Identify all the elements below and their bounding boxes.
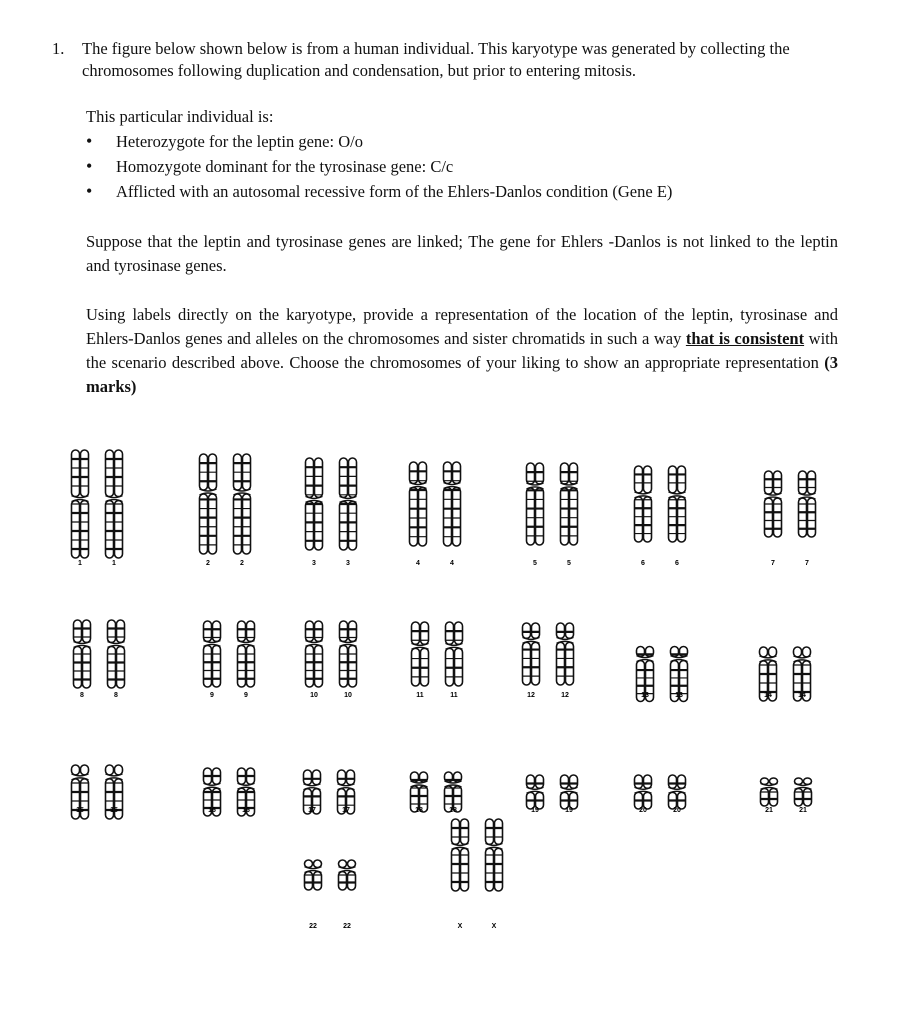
chromosome <box>637 647 654 702</box>
chromosome <box>635 466 652 567</box>
chromosome <box>306 458 323 567</box>
chromosome-label: 16 <box>208 807 216 814</box>
chromosome <box>527 463 544 567</box>
chromosome-pair-7 <box>765 471 816 567</box>
task-part2: with the scenario described above. Choose the chromosomes of your liking to show an appropriate representation <box>86 329 838 372</box>
chromosome-pair-6 <box>635 466 686 567</box>
chromosome <box>338 770 355 814</box>
chromosome-label: 2 <box>206 560 210 567</box>
chromosome-pair-10 <box>306 621 357 699</box>
chromosome-pair-x <box>452 819 503 930</box>
chromosome <box>106 450 123 567</box>
chromosome-label: 1 <box>78 560 82 567</box>
chromosome-label: 14 <box>764 692 772 699</box>
trait-leptin: • Heterozygote for the leptin gene: O/o <box>56 129 838 154</box>
chromosome-label: 17 <box>342 807 350 814</box>
chromosome <box>671 647 688 702</box>
chromosome <box>561 775 578 814</box>
trait-tyrosinase: • Homozygote dominant for the tyrosinase gene: C/c <box>56 154 838 179</box>
chromosome-label: 16 <box>242 807 250 814</box>
chromosome-label: 21 <box>799 807 807 814</box>
chromosome <box>557 623 574 699</box>
chromosome <box>306 621 323 699</box>
chromosome-pair-1 <box>72 450 123 567</box>
chromosome-label: 22 <box>309 923 317 930</box>
trait-ehlers-danlos: • Afflicted with an autosomal recessive form of the Ehlers-Danlos condition (Gene E) <box>56 179 838 204</box>
chromosome <box>234 454 251 567</box>
chromosome <box>72 765 89 819</box>
chromosome-label: 5 <box>533 560 537 567</box>
chromosome <box>339 860 356 930</box>
chromosome-pair-18 <box>411 772 462 814</box>
chromosome-label: 6 <box>675 560 679 567</box>
chromosome <box>527 775 544 814</box>
traits-lead: This particular individual is: <box>86 107 274 126</box>
chromosome <box>794 647 811 701</box>
chromosome <box>445 772 462 814</box>
chromosome-pair-21 <box>761 778 812 814</box>
chromosome <box>74 620 91 699</box>
chromosome-pair-5 <box>527 463 578 567</box>
chromosome-pair-4 <box>410 462 461 567</box>
chromosome <box>446 622 463 699</box>
question-number: 1. <box>52 39 65 58</box>
chromosome-label: 4 <box>416 560 420 567</box>
chromosome-pair-14 <box>760 647 811 701</box>
chromosome-label: 5 <box>567 560 571 567</box>
chromosome-label: 13 <box>641 692 649 699</box>
chromosome-pair-8 <box>74 620 125 699</box>
chromosome <box>760 647 777 701</box>
chromosome <box>799 471 816 567</box>
trait-list <box>56 129 838 204</box>
chromosome-label: 3 <box>346 560 350 567</box>
chromosome-pair-15 <box>72 765 123 819</box>
chromosome-label: 20 <box>673 807 681 814</box>
chromosome <box>523 623 540 699</box>
chromosome-label: 6 <box>641 560 645 567</box>
task-statement <box>86 303 838 399</box>
chromosome <box>238 621 255 699</box>
chromosome <box>72 450 89 567</box>
chromosome-label: 4 <box>450 560 454 567</box>
chromosome-label: 22 <box>343 923 351 930</box>
chromosome-label: X <box>457 923 463 930</box>
chromosome <box>106 765 123 819</box>
chromosome-label: 10 <box>344 692 352 699</box>
chromosome <box>410 462 427 567</box>
karyotype-figure <box>0 440 921 960</box>
chromosome-label: 15 <box>76 807 84 814</box>
chromosome-label: 1 <box>112 560 116 567</box>
task-marks: (3 marks) <box>86 353 838 396</box>
chromosome-label: 11 <box>416 692 424 699</box>
chromosome <box>765 471 782 567</box>
chromosome-label: 2 <box>240 560 244 567</box>
chromosome <box>761 778 778 814</box>
chromosome-label: 17 <box>308 807 316 814</box>
chromosome-label: 7 <box>771 560 775 567</box>
chromosome <box>238 768 255 816</box>
chromosome <box>340 458 357 567</box>
chromosome-pair-2 <box>200 454 251 567</box>
chromosome-label: 20 <box>639 807 647 814</box>
chromosome-label: 21 <box>765 807 773 814</box>
task-emphasis: that is consistent <box>685 329 805 348</box>
chromosome <box>412 622 429 699</box>
chromosome-label: 10 <box>310 692 318 699</box>
chromosome <box>452 819 469 930</box>
chromosome-label: 3 <box>312 560 316 567</box>
chromosome <box>795 778 812 814</box>
chromosome-pair-12 <box>523 623 574 699</box>
chromosome <box>486 819 503 930</box>
chromosome-pair-9 <box>204 621 255 699</box>
chromosome <box>444 462 461 567</box>
chromosome-label: 15 <box>110 807 118 814</box>
chromosome <box>204 768 221 816</box>
chromosome-label: 18 <box>449 807 457 814</box>
chromosome <box>340 621 357 699</box>
chromosome-label: X <box>491 923 497 930</box>
chromosome-label: 7 <box>805 560 809 567</box>
chromosome <box>561 463 578 567</box>
chromosome <box>204 621 221 699</box>
chromosome-pair-16 <box>204 768 255 816</box>
chromosome <box>411 772 428 814</box>
chromosome-label: 12 <box>527 692 535 699</box>
chromosome-pair-3 <box>306 458 357 567</box>
chromosome <box>669 466 686 567</box>
chromosome-label: 13 <box>675 692 683 699</box>
chromosome-label: 19 <box>531 807 539 814</box>
chromosome <box>304 770 321 814</box>
chromosome-pair-22 <box>305 860 356 930</box>
traits-block <box>86 105 838 204</box>
chromosome-label: 19 <box>565 807 573 814</box>
chromosome <box>635 775 652 814</box>
question-intro: The figure below shown below is from a human individual. This karyotype was generated by collecting the chromosomes following duplication and condensation, but prior to entering mitosis. <box>82 39 790 80</box>
chromosome-pair-13 <box>637 647 688 702</box>
chromosome-label: 11 <box>450 692 458 699</box>
chromosome <box>108 620 125 699</box>
chromosome-pair-19 <box>527 775 578 814</box>
linkage-statement: Suppose that the leptin and tyrosinase genes are linked; The gene for Ehlers -Danlos is not linked to the leptin and tyrosinase genes. <box>86 232 838 275</box>
chromosome <box>305 860 322 930</box>
chromosome-label: 12 <box>561 692 569 699</box>
chromosome-label: 9 <box>210 692 214 699</box>
chromosome-pair-17 <box>304 770 355 814</box>
chromosome <box>669 775 686 814</box>
chromosome-label: 8 <box>80 692 84 699</box>
chromosome-label: 8 <box>114 692 118 699</box>
task-part1: Using labels directly on the karyotype, provide a representation of the location of the leptin, tyrosinase and Ehlers-Danlos genes and alleles on the chromosomes and sister chromatids in such a way <box>86 305 838 348</box>
chromosome-label: 14 <box>798 692 806 699</box>
chromosome-pair-20 <box>635 775 686 814</box>
chromosome-label: 18 <box>415 807 423 814</box>
chromosome <box>200 454 217 567</box>
chromosome-label: 9 <box>244 692 248 699</box>
chromosome-pair-11 <box>412 622 463 699</box>
